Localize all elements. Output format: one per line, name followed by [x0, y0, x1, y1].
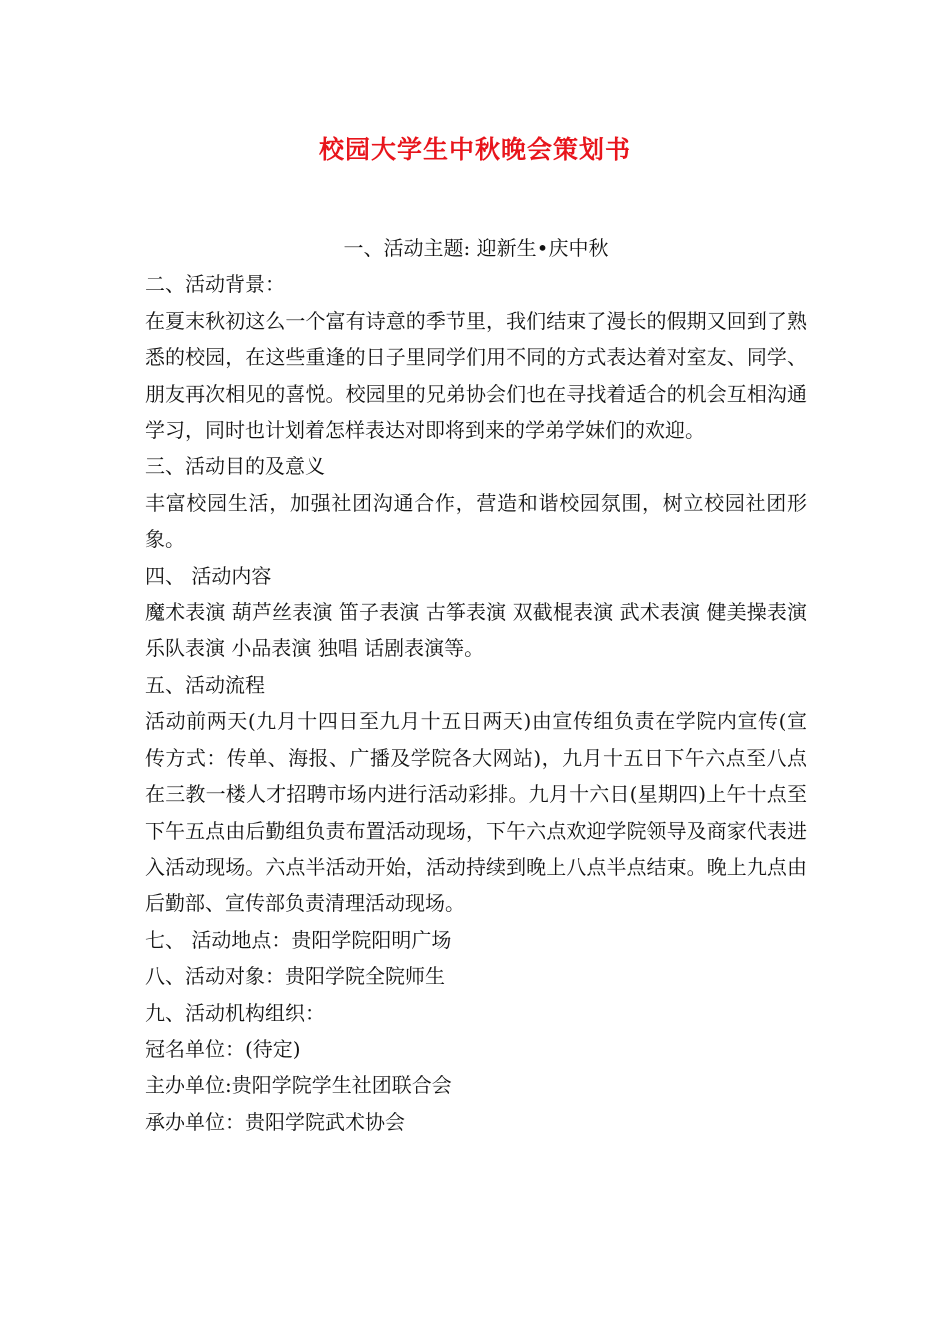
organization-sponsor: 冠名单位：(待定) [145, 1036, 301, 1061]
section-content-heading: 四、 活动内容 [145, 563, 272, 588]
section-location: 七、 活动地点：贵阳学院阳明广场 [145, 927, 452, 952]
document-body [145, 230, 807, 1140]
organization-host: 主办单位:贵阳学院学生社团联合会 [145, 1073, 452, 1098]
section-background-heading: 二、活动背景： [145, 272, 285, 297]
section-purpose-text: 丰富校园生活，加强社团沟通合作，营造和谐校园氛围，树立校园社团形象。 [145, 490, 807, 552]
section-purpose-heading: 三、活动目的及意义 [145, 454, 325, 479]
section-organization-heading: 九、活动机构组织： [145, 1000, 325, 1025]
section-process-heading: 五、活动流程 [145, 672, 265, 697]
organization-organizer: 承办单位：贵阳学院武术协会 [145, 1109, 405, 1134]
document-title: 校园大学生中秋晚会策划书 [318, 135, 631, 164]
section-process-text: 活动前两天(九月十四日至九月十五日两天)由宣传组负责在学院内宣传(宣传方式：传单、海报、广播及学院各大网站)，九月十五日下午六点至八点在三教一楼人才招聘市场内进行活动彩排。九月十六日(星期四)上午十点至下午五点由后勤组负责布置活动现场，下午六点欢迎学院领导及商家代表进入活动现场。六点半活动开始，活动持续到晚上八点半点结束。晚上九点由后勤部、宣传部负责清理活动现场。 [145, 709, 807, 916]
section-audience: 八、活动对象：贵阳学院全院师生 [145, 964, 445, 989]
section-content-text: 魔术表演 葫芦丝表演 笛子表演 古筝表演 双截棍表演 武术表演 健美操表演 乐队表演 小品表演 独唱 话剧表演等。 [145, 600, 807, 661]
section-background-text: 在夏末秋初这么一个富有诗意的季节里，我们结束了漫长的假期又回到了熟悉的校园，在这些重逢的日子里同学们用不同的方式表达着对室友、同学、朋友再次相见的喜悦。校园里的兄弟协会们也在寻找着适合的机会互相沟通学习，同时也计划着怎样表达对即将到来的学弟学妹们的欢迎。 [145, 308, 807, 443]
section-theme: 一、活动主题: 迎新生•庆中秋 [343, 236, 609, 260]
